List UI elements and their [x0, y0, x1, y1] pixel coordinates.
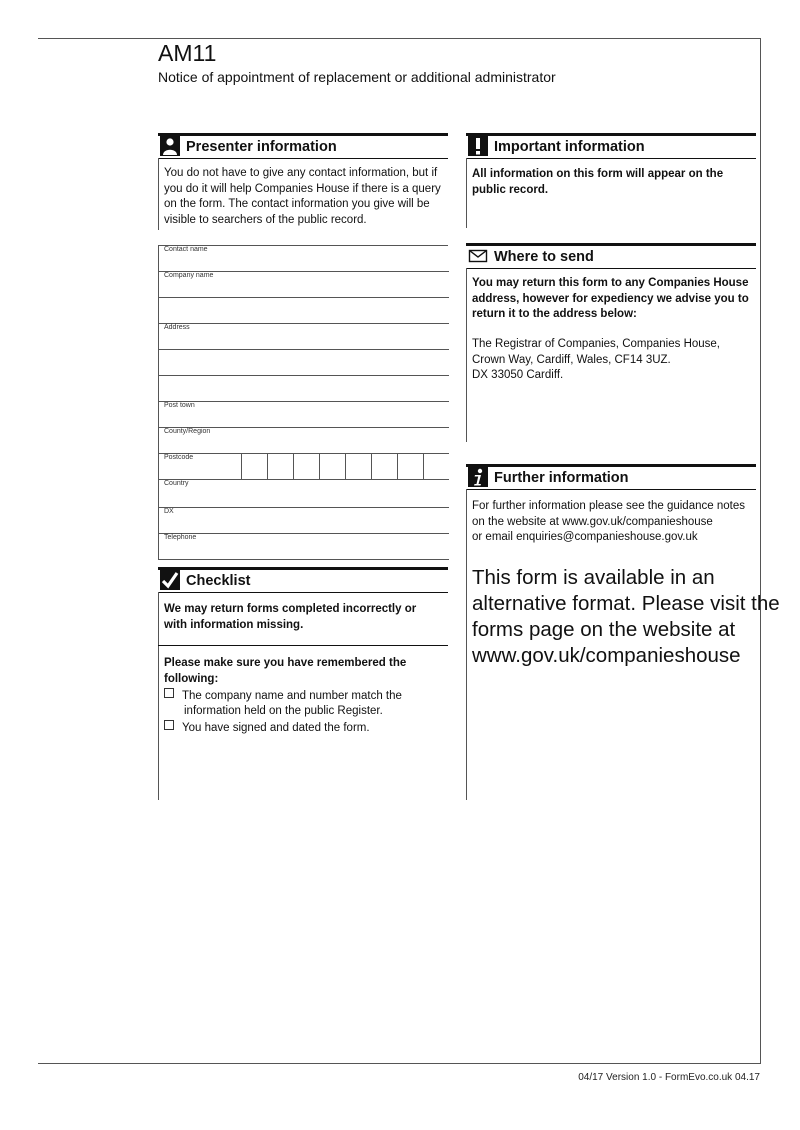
info-icon: [468, 467, 488, 487]
postcode-box-divider: [345, 454, 346, 480]
where-to-send-left-rule: [466, 268, 467, 442]
country-field[interactable]: [158, 479, 449, 508]
checklist-title: Checklist: [186, 573, 251, 589]
address-label: Address: [164, 324, 190, 331]
company-name-label: Company name: [164, 272, 214, 279]
checklist-left-rule: [158, 592, 159, 800]
contact-name-field[interactable]: [158, 245, 449, 272]
exclamation-icon: [468, 136, 488, 156]
checklist-item[interactable]: You have signed and dated the form.: [164, 720, 370, 737]
important-header: [466, 133, 756, 159]
important-left-rule: [466, 158, 467, 228]
postcode-box-divider: [241, 454, 242, 480]
checklist-item-continued: information held on the public Register.: [184, 705, 383, 717]
checkmark-icon: [160, 570, 180, 590]
presenter-left-rule: [158, 158, 159, 230]
company-name-field-2[interactable]: [158, 297, 449, 324]
postcode-box-divider: [267, 454, 268, 480]
presenter-title: Presenter information: [186, 139, 337, 155]
checkbox[interactable]: [164, 688, 174, 698]
page-bottom-rule: [38, 1063, 761, 1064]
form-code: AM11: [158, 40, 217, 66]
county-region-field[interactable]: [158, 427, 449, 454]
important-title: Important information: [494, 139, 645, 155]
checkbox[interactable]: [164, 720, 174, 730]
contact-name-label: Contact name: [164, 246, 208, 253]
post-town-label: Post town: [164, 402, 195, 409]
presenter-header: [158, 133, 448, 159]
page-top-rule: [38, 38, 761, 39]
postcode-box-divider: [423, 454, 424, 480]
further-info-text: For further information please see the guidance notes on the website at www.gov.uk/companieshouse or email enquiries@companieshouse.gov.uk: [472, 500, 745, 543]
footer-version: 04/17 Version 1.0 - FormEvo.co.uk 04.17: [578, 1072, 760, 1083]
checklist-header: [158, 567, 448, 593]
postcode-box-divider: [371, 454, 372, 480]
post-town-field[interactable]: [158, 401, 449, 428]
alternative-format-notice: This form is available in an alternative format. Please visit the forms page on the website at www.gov.uk/companieshouse: [472, 566, 780, 667]
further-info-left-rule: [466, 489, 467, 800]
presenter-intro: You do not have to give any contact information, but if you do it will help Companies House if there is a query on the form. The contact information you give will be visible to searchers of the public record.: [164, 167, 441, 226]
person-icon: [160, 136, 180, 156]
address-field-2[interactable]: [158, 349, 449, 376]
address-field[interactable]: [158, 323, 449, 350]
further-info-title: Further information: [494, 470, 629, 486]
company-name-field[interactable]: [158, 271, 449, 298]
where-to-send-header: [466, 243, 756, 269]
where-to-send-text: You may return this form to any Companies House address, however for expediency we advise you to return it to the address below:: [472, 277, 749, 320]
where-to-send-title: Where to send: [494, 249, 594, 265]
form-subtitle: Notice of appointment of replacement or additional administrator: [158, 69, 556, 85]
dx-label: DX: [164, 508, 174, 515]
postcode-label: Postcode: [164, 454, 194, 461]
important-text: All information on this form will appear on the public record.: [472, 168, 724, 196]
dx-field[interactable]: [158, 507, 449, 534]
further-info-header: [466, 464, 756, 490]
address-field-3[interactable]: [158, 375, 449, 402]
registrar-address: The Registrar of Companies, Companies House, Crown Way, Cardiff, Wales, CF14 3UZ. DX 33050 Cardiff.: [472, 338, 721, 381]
checklist-divider: [158, 645, 448, 646]
postcode-box-divider: [319, 454, 320, 480]
checklist-item[interactable]: The company name and number match the: [164, 688, 402, 705]
page-right-rule: [760, 38, 761, 1063]
country-label: Country: [164, 480, 189, 487]
checklist-warning: We may return forms completed incorrectly or with information missing.: [164, 603, 417, 631]
telephone-label: Telephone: [164, 534, 197, 541]
envelope-icon: [468, 246, 488, 266]
postcode-field[interactable]: [158, 453, 449, 480]
postcode-box-divider: [293, 454, 294, 480]
telephone-field[interactable]: [158, 533, 449, 560]
county-region-label: County/Region: [164, 428, 211, 435]
postcode-box-divider: [397, 454, 398, 480]
checklist-remember: Please make sure you have remembered the following:: [164, 657, 407, 685]
